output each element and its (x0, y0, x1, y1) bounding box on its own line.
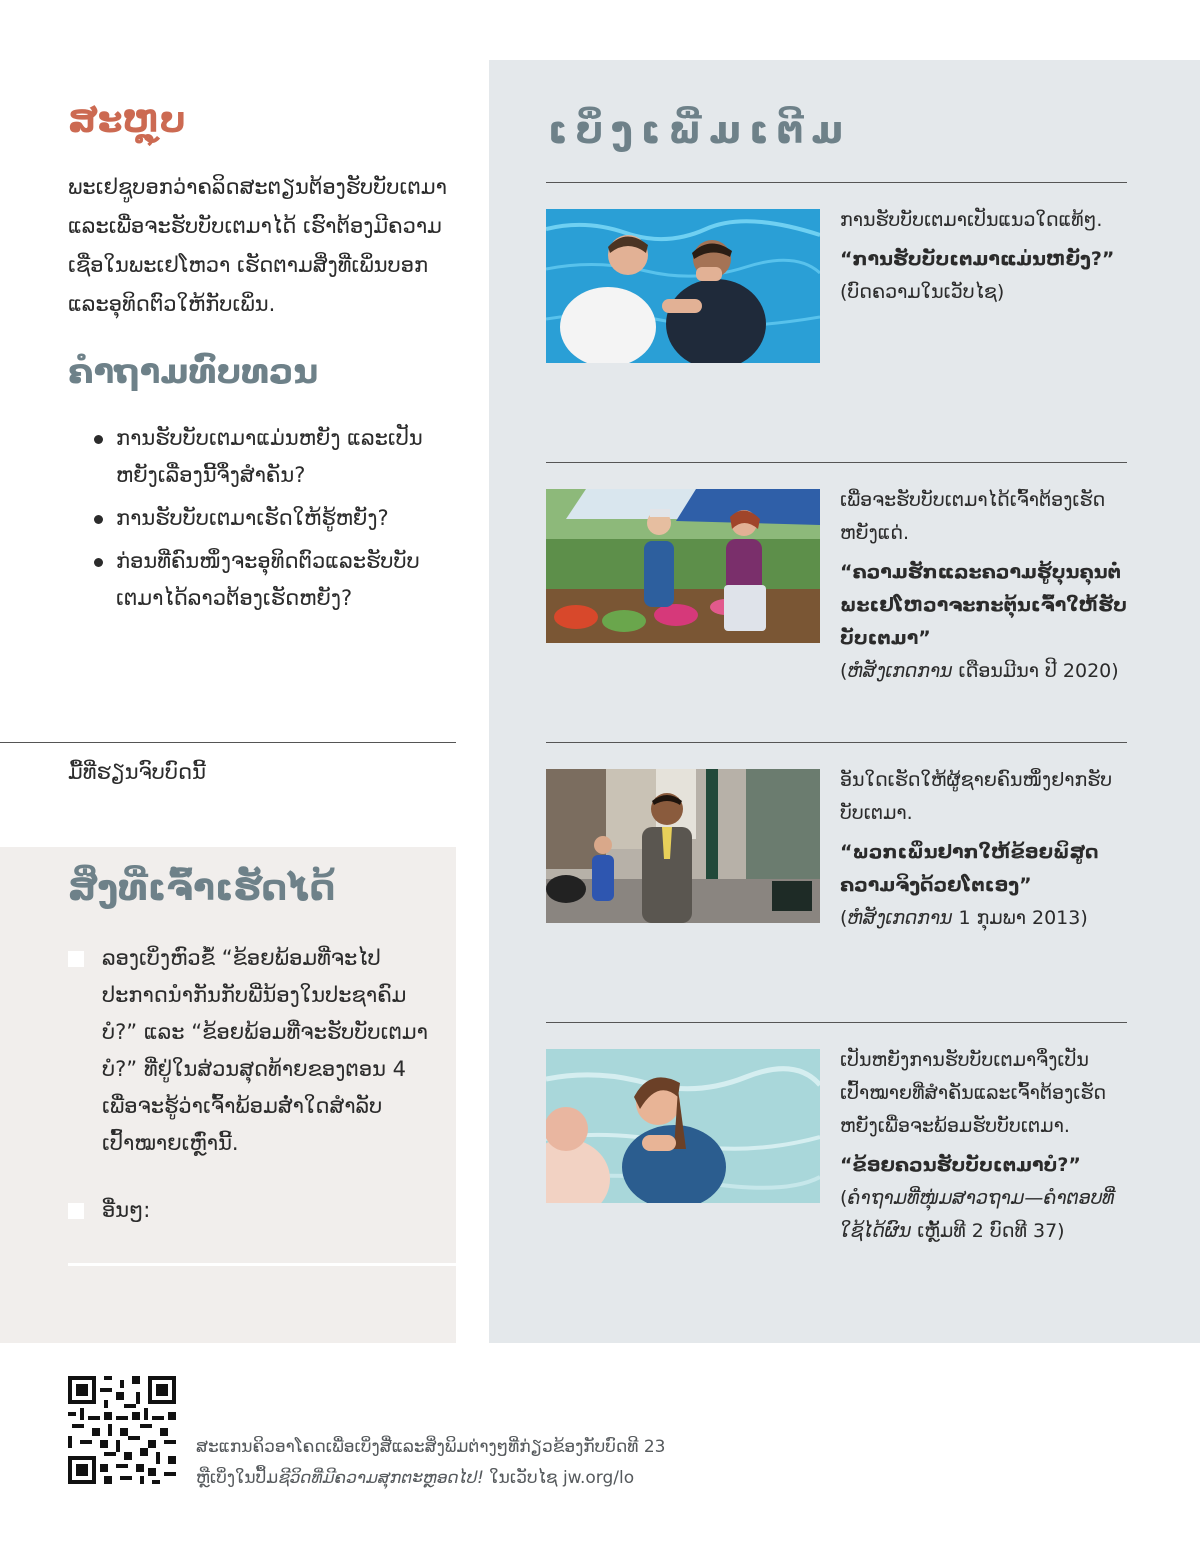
young-woman-baptism-illustration (546, 1049, 820, 1203)
checkbox-icon[interactable] (68, 951, 84, 967)
item-description: ການຮັບບັບເຕມາເປັນແນວໃດແທ້ໆ. (840, 209, 1103, 231)
item-link-title[interactable]: “ພວກເພິ່ນຢາກໃຫ້ຂ້ອຍພິສູດຄວາມຈິງດ້ວຍໂຕເອງ” (840, 841, 1099, 896)
footer-line-2: ຫຼືເບິ່ງໃນປຶ້ມຊີວິດທີ່ມີຄວາມສຸກຕະຫຼອດໄປ! ໃນເວັບໄຊ jw.org/lo (196, 1468, 635, 1488)
city-man-image[interactable] (546, 769, 820, 923)
review-questions-heading: ຄຳຖາມທົບທວນ (68, 352, 319, 392)
checkbox-icon[interactable] (68, 1203, 84, 1219)
item-description: ເປັນຫຍັງການຮັບບັບເຕມາຈຶ່ງເປັນເປົ້າໝາຍທີ່ສຳຄັນແລະເຈົ້າຕ້ອງເຮັດຫຍັງເພື່ອຈະພ້ອມຮັບບັບເຕມາ. (840, 1049, 1107, 1137)
market-illustration (546, 489, 820, 643)
review-question: ການຮັບບັບເຕມາເຮັດໃຫ້ຮູ້ຫຍັງ? (92, 500, 452, 537)
learn-more-item (840, 764, 1130, 935)
learn-more-item (840, 484, 1130, 688)
item-link-title[interactable]: “ການຮັບບັບເຕມາແມ່ນຫຍັງ?” (840, 248, 1115, 270)
todo-item-other (68, 1192, 428, 1229)
summary-text: ພະເຢຊູບອກວ່າຄລິດສະຕຽນຕ້ອງຮັບບັບເຕມາ ແລະເພື່ອຈະຮັບບັບເຕມາໄດ້ ເຮົາຕ້ອງມີຄວາມເຊື່ອໃນພະເຢໂຫວາ ເຮັດຕາມສິ່ງທີ່ເພິ່ນບອກ ແລະອຸທິດຕົວໃຫ້ກັບເພິ່ນ. (68, 175, 447, 316)
divider (546, 1022, 1127, 1023)
divider (546, 182, 1127, 183)
review-question: ການຮັບບັບເຕມາແມ່ນຫຍັງ ແລະເປັນຫຍັງເລື່ອງນີ້ຈຶ່ງສຳຄັນ? (92, 420, 452, 494)
todo-item-text: ອື່ນໆ: (102, 1198, 151, 1222)
item-link-title[interactable]: “ຂ້ອຍຄວນຮັບບັບເຕມາບໍ?” (840, 1154, 1081, 1176)
item-source: (ບົດຄວາມໃນເວັບໄຊ) (840, 281, 1005, 303)
write-in-line (68, 1263, 456, 1266)
footer-line-1: ສະແກນຄິວອາໂຄດເພື່ອເບິ່ງສື່ແລະສິ່ງພິມຕ່າງໆທີ່ກ່ຽວຂ້ອງກັບບົດທີ 23 (196, 1437, 666, 1457)
review-question: ກ່ອນທີ່ຄົນໜຶ່ງຈະອຸທິດຕົວແລະຮັບບັບເຕມາໄດ້ລາວຕ້ອງເຮັດຫຍັງ? (92, 543, 452, 617)
qr-code-icon[interactable] (68, 1376, 176, 1484)
learn-more-item (840, 204, 1130, 309)
footer-note (196, 1432, 896, 1494)
qr-code-graphic (68, 1376, 176, 1484)
summary-heading: ສະຫຼຸບ (68, 100, 186, 141)
learn-more-item (840, 1044, 1130, 1248)
item-link-title[interactable]: “ຄວາມຮັກແລະຄວາມຮູ້ບຸນຄຸນຕໍ່ພະເຢໂຫວາຈະກະຕຸ້ນເຈົ້າໃຫ້ຮັບບັບເຕມາ” (840, 561, 1127, 649)
completion-date-label: ມື້ທີ່ຮຽນຈົບບົດນີ້ (68, 760, 206, 784)
divider (546, 462, 1127, 463)
item-source: (ຫໍສັງເກດການ ເດືອນມີນາ ປີ 2020) (840, 660, 1119, 682)
todo-item-text: ລອງເບິ່ງຫົວຂໍ້ “ຂ້ອຍພ້ອມທີ່ຈະໄປປະກາດນຳກັນກັບພີ່ນ້ອງໃນປະຊາຄົມບໍ?” ແລະ “ຂ້ອຍພ້ອມທີ່ຈະຮັບບັບເຕມາບໍ?” ທີ່ຢູ່ໃນສ່ວນສຸດທ້າຍຂອງຕອນ 4 ເພື່ອຈະຮູ້ວ່າເຈົ້າພ້ອມສ່ຳໃດສຳລັບເປົ້າໝາຍເຫຼົ່ານີ້. (102, 946, 428, 1155)
item-source: (ຄຳຖາມທີ່ໜຸ່ມສາວຖາມ—ຄຳຕອບທີ່ໃຊ້ໄດ້ຜົນ ເຫຼັ້ມທີ 2 ບົດທີ 37) (840, 1187, 1115, 1242)
todo-item (68, 940, 428, 1162)
item-source: (ຫໍສັງເກດການ 1 ກຸມພາ 2013) (840, 907, 1088, 929)
market-conversation-image[interactable] (546, 489, 820, 643)
city-street-illustration (546, 769, 820, 923)
divider (546, 742, 1127, 743)
review-questions-list (92, 420, 452, 623)
young-woman-baptism-image[interactable] (546, 1049, 820, 1203)
what-you-can-do-heading: ສິ່ງທີ່ເຈົ້າເຮັດໄດ້ (68, 868, 336, 909)
item-description: ເພື່ອຈະຮັບບັບເຕມາໄດ້ເຈົ້າຕ້ອງເຮັດຫຍັງແດ່. (840, 489, 1106, 544)
date-divider (0, 742, 456, 743)
item-description: ອັນໃດເຮັດໃຫ້ຜູ້ຊາຍຄົນໜຶ່ງຢາກຮັບບັບເຕມາ. (840, 769, 1113, 824)
baptism-pool-image[interactable] (546, 209, 820, 363)
baptism-pool-illustration (546, 209, 820, 363)
learn-more-heading: ເບິ່ງເພີ່ມເຕີມ (548, 108, 852, 152)
